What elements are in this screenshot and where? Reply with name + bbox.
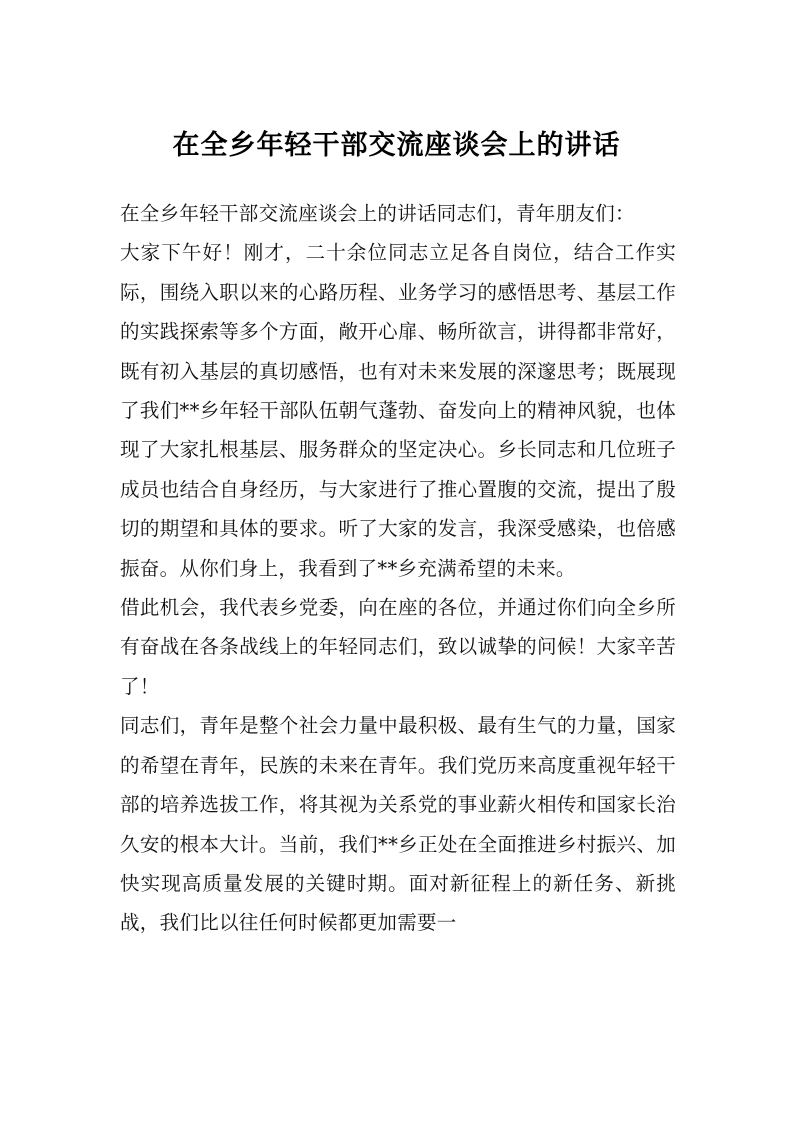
paragraph-youth: 同志们，青年是整个社会力量中最积极、最有生气的力量，国家的希望在青年，民族的未来在青年。我们党历来高度重视年轻干部的培养选拔工作，将其视为关系党的事业薪火相传和国家长治久安的根本大计。当前，我们**乡正处在全面推进乡村振兴、加快实现高质量发展的关键时期。面对新征程上的新任务、新挑战，我们比以往任何时候都更加需要一 [120,714,676,935]
paragraph-gratitude: 借此机会，我代表乡党委，向在座的各位，并通过你们向全乡所有奋战在各条战线上的年轻同志们，致以诚挚的问候！大家辛苦了！ [120,596,676,698]
document-body [120,194,676,943]
document-title: 在全乡年轻干部交流座谈会上的讲话 [172,130,621,161]
paragraph-greeting: 在全乡年轻干部交流座谈会上的讲话同志们，青年朋友们： [120,202,635,225]
paragraph-opening: 大家下午好！刚才，二十余位同志立足各自岗位，结合工作实际，围绕入职以来的心路历程、业务学习的感悟思考、基层工作的实践探索等多个方面，敞开心扉、畅所欲言，讲得都非常好，既有初入基层的真切感悟，也有对未来发展的深邃思考；既展现了我们**乡年轻干部队伍朝气蓬勃、奋发向上的精神风貌，也体现了大家扎根基层、服务群众的坚定决心。乡长同志和几位班子成员也结合自身经历，与大家进行了推心置腹的交流，提出了殷切的期望和具体的要求。听了大家的发言，我深受感染，也倍感振奋。从你们身上，我看到了**乡充满希望的未来。 [120,241,676,580]
